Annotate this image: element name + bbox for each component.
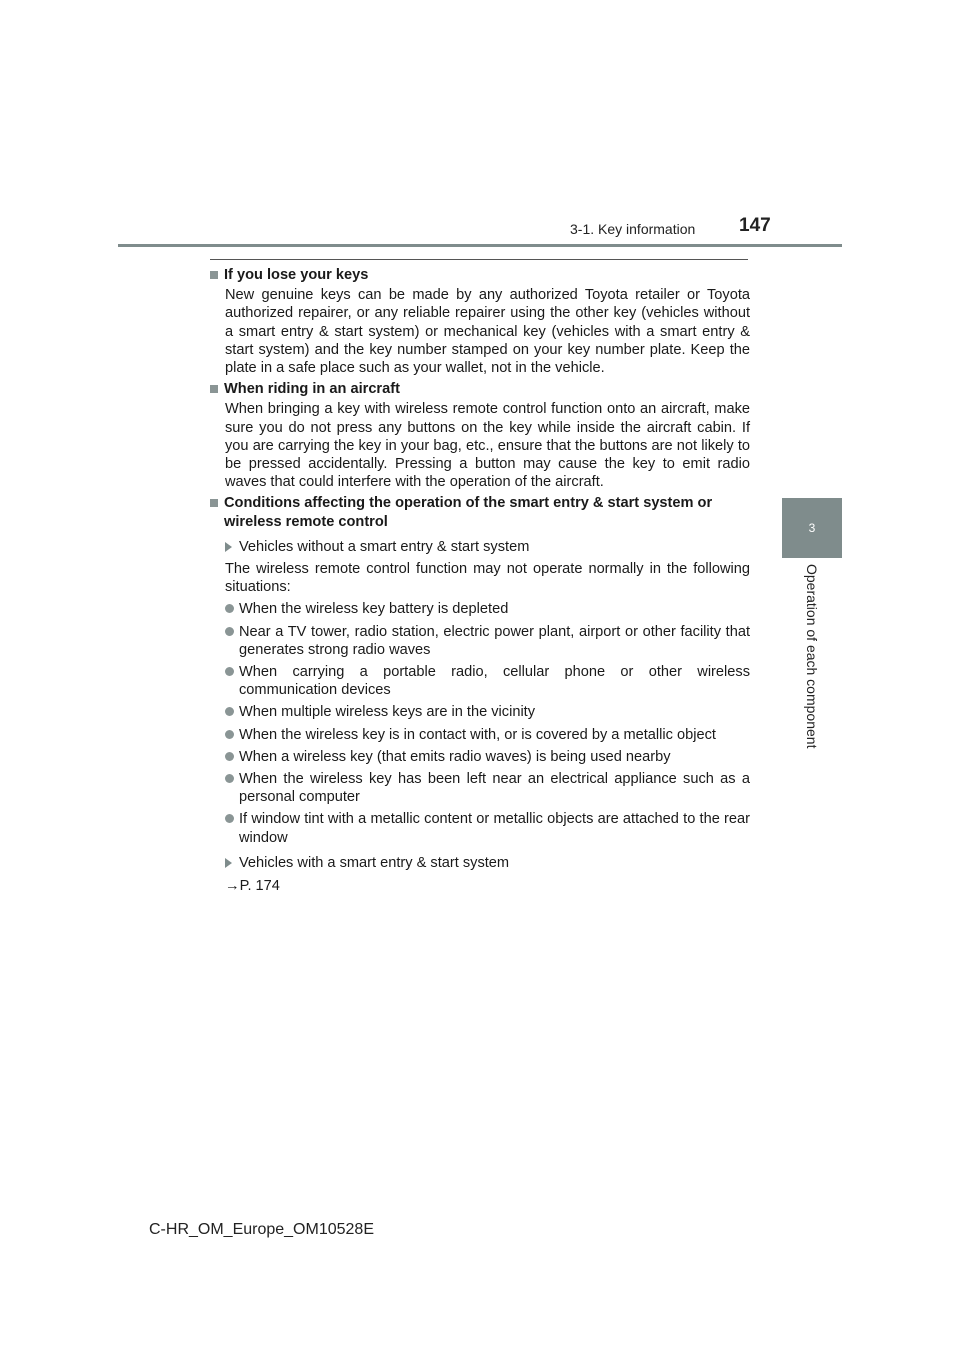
list-item: When a wireless key (that emits radio waves) is being used nearby (210, 748, 750, 766)
chapter-title-vertical (783, 560, 841, 770)
chapter-number: 3 (808, 521, 816, 535)
chapter-tab (782, 498, 842, 558)
subsection-heading: Vehicles with a smart entry & start system (210, 854, 750, 872)
bullet-dot-icon (225, 667, 234, 676)
section-label: 3-1. Key information (570, 221, 696, 237)
list-item: When the wireless key has been left near an electrical appliance such as a personal computer (210, 770, 750, 806)
bullet-dot-icon (225, 752, 234, 761)
triangle-marker-icon (225, 542, 232, 552)
list-item: When multiple wireless keys are in the vicinity (210, 703, 750, 721)
section-body: When bringing a key with wireless remote control function onto an aircraft, make sure you do not press any buttons on the key while inside the aircraft cabin. If you are carrying the key in your bag, etc., ensure that the buttons are not likely to be pressed accidentally. Pressing a button may cause the key to emit radio waves that could interfere with the operation of the aircraft. (225, 401, 750, 491)
list-item: When the wireless key battery is depleted (210, 600, 750, 618)
page-number: 147 (739, 215, 771, 236)
section-heading: Conditions affecting the operation of the smart entry & start system or wireless remote control (210, 494, 750, 530)
chapter-title: Operation of each component (804, 564, 820, 749)
list-item: If window tint with a metallic content or metallic objects are attached to the rear window (210, 810, 750, 846)
list-item: When carrying a portable radio, cellular phone or other wireless communication devices (210, 663, 750, 699)
section-heading: If you lose your keys (210, 266, 750, 284)
bullet-dot-icon (225, 707, 234, 716)
footer-document-code: C-HR_OM_Europe_OM10528E (149, 1221, 374, 1238)
content-top-rule (210, 259, 748, 260)
bullet-dot-icon (225, 814, 234, 823)
section-heading: When riding in an aircraft (210, 380, 750, 398)
bullet-dot-icon (225, 774, 234, 783)
bullet-dot-icon (225, 627, 234, 636)
section-body: New genuine keys can be made by any authorized Toyota retailer or Toyota authorized repairer, or any reliable repairer using the other key (vehicles without a smart entry & start system) or mechanical key (vehicles with a smart entry & start system) and the key number stamped on your key number plate. Keep the plate in a safe place such as your wallet, not in the vehicle. (225, 287, 750, 377)
list-item: Near a TV tower, radio station, electric power plant, airport or other facility that generates strong radio waves (210, 623, 750, 659)
subsection-heading: Vehicles without a smart entry & start system (210, 538, 750, 556)
bullet-dot-icon (225, 730, 234, 739)
header-rule (118, 244, 842, 247)
page-reference-link[interactable]: →P. 174 (225, 878, 280, 895)
triangle-marker-icon (225, 858, 232, 868)
square-bullet-icon (210, 271, 218, 279)
bullet-dot-icon (225, 604, 234, 613)
square-bullet-icon (210, 385, 218, 393)
main-content (210, 266, 750, 895)
list-item: When the wireless key is in contact with, or is covered by a metallic object (210, 726, 750, 744)
section-intro: The wireless remote control function may not operate normally in the following situations: (225, 561, 750, 596)
square-bullet-icon (210, 499, 218, 507)
